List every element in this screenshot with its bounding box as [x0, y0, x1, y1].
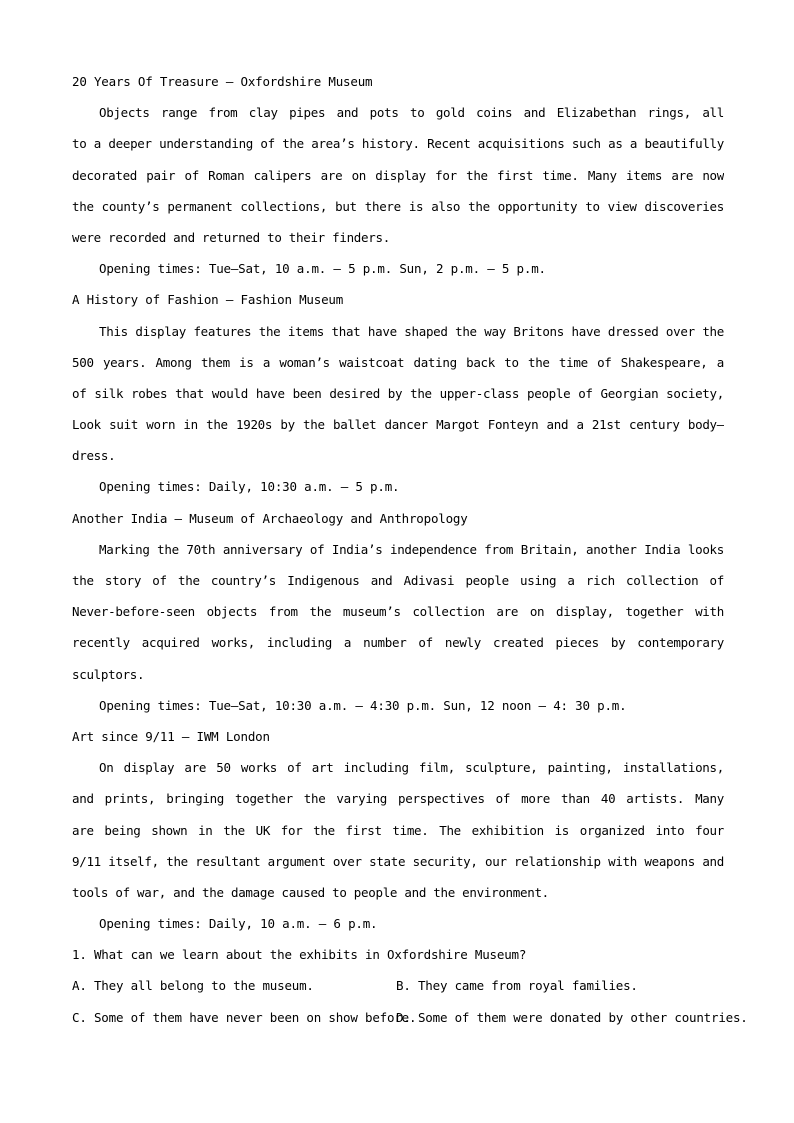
section-heading: Art since 9/11 — IWM London	[72, 728, 270, 744]
paragraph-line: dress.	[72, 448, 116, 464]
paragraph-line: were recorded and returned to their finders.	[72, 229, 390, 245]
option-b: B. They came from royal families.	[396, 978, 638, 994]
section-paragraph	[72, 534, 724, 690]
paragraph-line: This display features the items that have shaped the way Britons have dressed over the	[99, 323, 724, 339]
section-paragraph	[72, 316, 724, 472]
opening-times: Opening times: Tue—Sat, 10:30 a.m. — 4:30 p.m. Sun, 12 noon — 4: 30 p.m.	[99, 697, 627, 713]
document-page	[72, 66, 748, 1033]
section-heading: 20 Years Of Treasure — Oxfordshire Museum	[72, 74, 373, 89]
paragraph-line: On display are 50 works of art including film, sculpture, painting, installations,	[99, 760, 724, 776]
paragraph-line: the county’s permanent collections, but there is also the opportunity to view discoveries	[72, 198, 724, 214]
paragraph-line: Look suit worn in the 1920s by the ballet dancer Margot Fonteyn and a 21st century body—	[72, 417, 724, 433]
paragraph-line: 500 years. Among them is a woman’s waistcoat dating back to the time of Shakespeare, a	[72, 354, 724, 370]
option-a: A. They all belong to the museum.	[72, 978, 314, 994]
paragraph-line: sculptors.	[72, 666, 145, 682]
question-stem: 1. What can we learn about the exhibits in Oxfordshire Museum?	[72, 947, 527, 963]
option-c: C. Some of them have never been on show before.	[72, 1009, 417, 1025]
section-heading: Another India — Museum of Archaeology and Anthropology	[72, 510, 468, 526]
options-row	[72, 970, 724, 1001]
opening-times: Opening times: Daily, 10 a.m. — 6 p.m.	[99, 916, 378, 932]
paragraph-line: the story of the country’s Indigenous and Adivasi people using a rich collection of	[72, 573, 724, 588]
paragraph-line: tools of war, and the damage caused to people and the environment.	[72, 884, 549, 900]
paragraph-line: Objects range from clay pipes and pots to gold coins and Elizabethan rings, all	[99, 105, 724, 121]
options-row	[72, 1002, 748, 1033]
option-d: D. Some of them were donated by other countries.	[396, 1009, 748, 1025]
opening-times: Opening times: Tue—Sat, 10 a.m. — 5 p.m. Sun, 2 p.m. — 5 p.m.	[99, 261, 546, 277]
section-paragraph	[72, 752, 724, 908]
paragraph-line: Never-before-seen objects from the museum’s collection are on display, together with	[72, 604, 724, 620]
opening-times: Opening times: Daily, 10:30 a.m. — 5 p.m.	[99, 479, 400, 495]
paragraph-line: Marking the 70th anniversary of India’s independence from Britain, another India looks	[99, 541, 724, 557]
paragraph-line: and prints, bringing together the varying perspectives of more than 40 artists. Many	[72, 791, 724, 807]
paragraph-line: recently acquired works, including a number of newly created pieces by contemporary	[72, 635, 724, 651]
paragraph-line: to a deeper understanding of the area’s history. Recent acquisitions such as a beautifully	[72, 136, 724, 152]
paragraph-line: are being shown in the UK for the first time. The exhibition is organized into four	[72, 822, 724, 838]
paragraph-line: of silk robes that would have been desired by the upper-class people of Georgian society,	[72, 385, 724, 401]
paragraph-line: decorated pair of Roman calipers are on display for the first time. Many items are now	[72, 167, 724, 183]
section-paragraph	[72, 97, 724, 253]
section-heading: A History of Fashion — Fashion Museum	[72, 292, 344, 308]
paragraph-line: 9/11 itself, the resultant argument over state security, our relationship with weapons and	[72, 853, 724, 869]
